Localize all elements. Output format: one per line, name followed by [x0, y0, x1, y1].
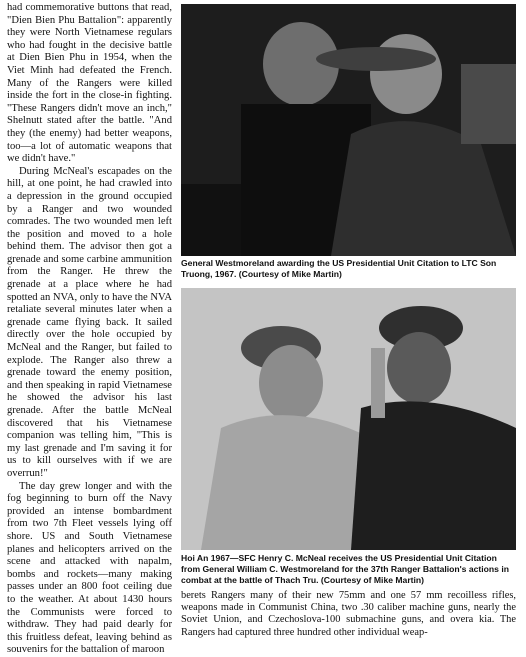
- left-text-column: [7, 2, 172, 657]
- bottom-text-block: [181, 590, 516, 639]
- photo-silhouette: [181, 288, 516, 550]
- paragraph: The day grew longer and with the fog beginning to burn off the Navy provided an intense bombardment from two 7th Fleet vessels lying off shore. US and South Vietnamese planes and helicopters arrived on the scene and attacked with napalm, bombs and rockets—many making passes under an 800 foot ceiling due to the weather. At about 1430 hours the Communists were forced to withdraw. They had paid dearly for this fruitless defeat, leaving behind as souvenirs for the battalion of maroon: [7, 480, 172, 656]
- paragraph: During McNeal's escapades on the hill, at one point, he had crawled into a depression in the ground occupied by a Ranger and two wounded comrades. The two wounded men left the position and moved to a hole behind them. The advisor then got a grenade and some carbine ammunition from the Ranger. He threw the grenade at a place where he had spotted an NVA, only to have the NVA retaliate several minutes later when a grenade came flying back. It sailed directly over the hole occupied by McNeal and the Ranger, but failed to explode. The Ranger also threw a grenade toward the enemy position, and then speaking in rapid Vietnamese he showed the advisor his last grenade. After the battle McNeal discovered that his Vietnamese companion was telling him, "This is my last grenade and I'm saving it for us to kill ourselves with if we are overrun!": [7, 165, 172, 479]
- photo-caption-top: General Westmoreland awarding the US Presidential Unit Citation to LTC Son Truong, 1967. (Courtesy of Mike Martin): [181, 258, 497, 279]
- photo-westmoreland-awarding: [181, 4, 516, 256]
- photo-silhouette: [181, 4, 516, 256]
- paragraph: berets Rangers many of their new 75mm and one 57 mm recoilless rifles, weapons made in Communist China, two .30 caliber machine guns, nearly the Soviet Union, and Czechoslova-100 submachine guns, and overa kia. The Rangers had captured three hundred other individual weap-: [181, 590, 516, 638]
- photo-caption-bottom: Hoi An 1967—SFC Henry C. McNeal receives the US Presidential Unit Citation from General William C. Westmoreland for the 37th Ranger Battalion's actions in combat at the battle of Thach Tru. (Courtesy of Mike Martin): [181, 553, 509, 585]
- paragraph: had commemorative buttons that read, "Dien Bien Phu Battalion": apparently they were North Vietnamese regulars who had fought in the decisive battle at Dien Bien Phu in 1954, when the Viet Minh had defeated the French. Many of the Rangers were killed inside the fort in the close-in fighting. "These Rangers didn't move an inch," Shelnutt stated after the battle. "And they (the enemy) had better weapons, too—a lot of automatic weapons that we didn't have.": [7, 2, 172, 165]
- photo-mcneal-citation: [181, 288, 516, 550]
